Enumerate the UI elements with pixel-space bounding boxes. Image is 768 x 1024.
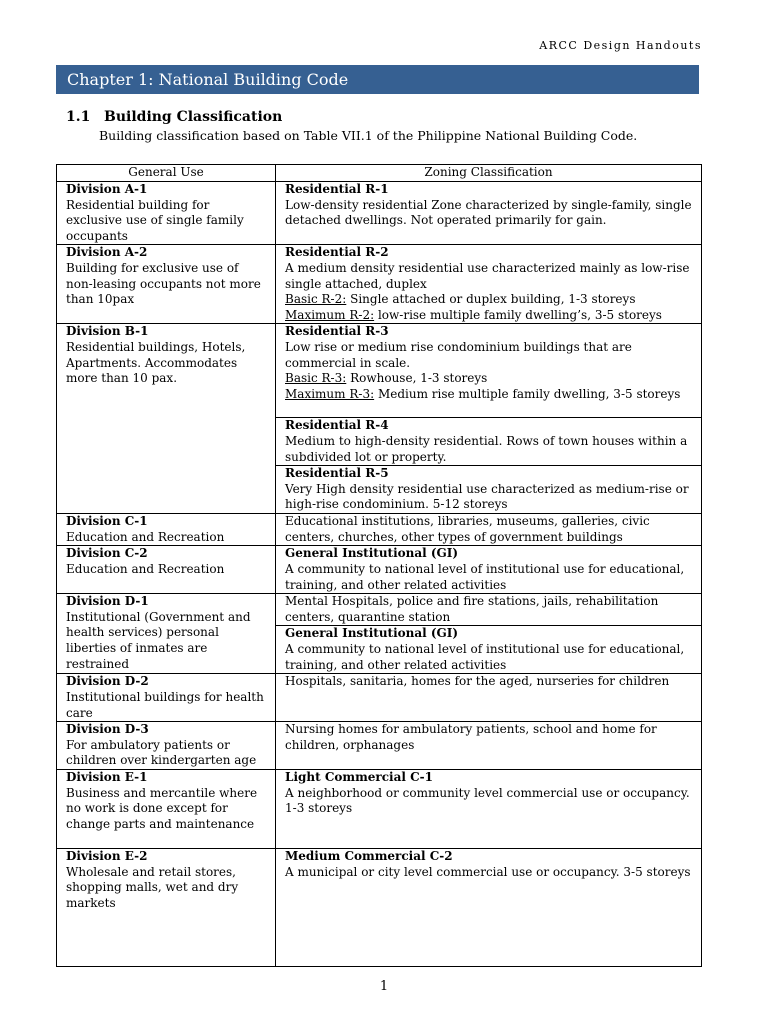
zoning-cell	[276, 245, 702, 324]
table-row	[57, 324, 702, 418]
header-zoning: Zoning Classification	[276, 165, 702, 182]
header-general-use: General Use	[57, 165, 276, 182]
zone-maximum-text: Medium rise multiple family dwelling, 3-5 storeys	[374, 386, 681, 401]
zone-maximum-text: low-rise multiple family dwelling’s, 3-5 storeys	[374, 307, 662, 322]
zone-basic-text: Rowhouse, 1-3 storeys	[346, 371, 488, 386]
zone-basic-text: Single attached or duplex building, 1-3 storeys	[346, 292, 636, 307]
division-description: Institutional (Government and health services) personal liberties of inmates are restrained	[66, 609, 251, 671]
division-title: Division A-1	[66, 182, 148, 196]
zoning-cell	[276, 418, 702, 466]
zoning-cell	[276, 770, 702, 849]
zone-title: Residential R-5	[285, 466, 389, 481]
classification-table	[56, 164, 702, 967]
division-title: Division D-1	[66, 594, 149, 609]
zone-description: Low rise or medium rise condominium buildings that are commercial in scale.	[285, 339, 632, 370]
general-use-cell	[57, 546, 276, 594]
division-title: Division E-1	[66, 770, 148, 785]
page-number: 1	[379, 979, 389, 994]
zone-maximum-line	[285, 387, 692, 403]
table-header-row	[57, 165, 702, 182]
zoning-cell	[276, 514, 702, 546]
zone-description: Hospitals, sanitaria, homes for the aged, nurseries for children	[285, 674, 670, 689]
zoning-cell	[276, 594, 702, 626]
general-use-cell	[57, 722, 276, 770]
zone-title: Residential R-2	[285, 245, 389, 260]
division-title: Division E-2	[66, 849, 148, 864]
zoning-cell	[276, 849, 702, 967]
zone-title: General Institutional (GI)	[285, 546, 459, 561]
division-title: Division C-1	[66, 514, 148, 529]
table-row	[57, 514, 702, 546]
zone-description: A municipal or city level commercial use or occupancy. 3-5 storeys	[285, 864, 691, 879]
division-description: Education and Recreation	[66, 529, 225, 544]
table-row	[57, 849, 702, 967]
general-use-cell	[57, 182, 276, 245]
zone-maximum-line	[285, 308, 692, 324]
division-description: Building for exclusive use of non-leasing occupants not more than 10pax	[66, 260, 261, 307]
division-title: Division D-3	[66, 722, 149, 737]
zoning-cell	[276, 674, 702, 722]
table-row	[57, 770, 702, 849]
division-title: Division D-2	[66, 674, 149, 689]
zoning-cell	[276, 546, 702, 594]
table-row	[57, 722, 702, 770]
division-description: Wholesale and retail stores, shopping malls, wet and dry markets	[66, 864, 239, 910]
zone-title: General Institutional (GI)	[285, 626, 459, 641]
zone-maximum-label: Maximum R-2:	[285, 307, 375, 322]
division-description: For ambulatory patients or children over kindergarten age	[66, 737, 257, 768]
zoning-cell	[276, 324, 702, 418]
table-row	[57, 594, 702, 626]
zone-description: A community to national level of institutional use for educational, training, and other related activities	[285, 561, 685, 592]
division-description: Residential buildings, Hotels, Apartments. Accommodates more than 10 pax.	[66, 339, 246, 386]
table-row	[57, 674, 702, 722]
zone-basic-line	[285, 371, 692, 387]
zone-description: A neighborhood or community level commercial use or occupancy. 1-3 storeys	[285, 785, 690, 816]
zoning-cell	[276, 466, 702, 514]
table-row	[57, 182, 702, 245]
zoning-cell	[276, 626, 702, 674]
table-row	[57, 546, 702, 594]
zone-description: Mental Hospitals, police and fire stations, jails, rehabilitation centers, quarantine station	[285, 594, 659, 624]
general-use-cell	[57, 594, 276, 674]
zone-maximum-label: Maximum R-3:	[285, 386, 375, 401]
general-use-cell	[57, 849, 276, 967]
header-note: ARCC Design Handouts	[539, 39, 702, 52]
zone-title: Residential R-1	[285, 182, 389, 196]
section-number: 1.1	[66, 109, 91, 125]
division-description: Residential building for exclusive use of single family occupants	[66, 197, 244, 243]
division-title: Division A-2	[66, 245, 148, 260]
division-title: Division C-2	[66, 546, 148, 561]
section-intro: Building classification based on Table VII.1 of the Philippine National Building Code.	[99, 128, 638, 143]
zone-description: A community to national level of institutional use for educational, training, and other related activities	[285, 641, 685, 672]
zone-description: Educational institutions, libraries, museums, galleries, civic centers, churches, other types of government buildings	[285, 514, 650, 544]
division-description: Institutional buildings for health care	[66, 689, 264, 720]
general-use-cell	[57, 514, 276, 546]
division-title: Division B-1	[66, 324, 149, 339]
chapter-title: Chapter 1: National Building Code	[56, 65, 699, 94]
zone-title: Light Commercial C-1	[285, 770, 433, 785]
zone-description: Nursing homes for ambulatory patients, school and home for children, orphanages	[285, 722, 657, 752]
zone-basic-label: Basic R-2:	[285, 292, 347, 307]
zone-title: Medium Commercial C-2	[285, 849, 453, 864]
zone-description: Very High density residential use characterized as medium-rise or high-rise condominium. 5-12 storeys	[285, 481, 689, 512]
general-use-cell	[57, 245, 276, 324]
zone-basic-label: Basic R-3:	[285, 371, 347, 386]
zone-title: Residential R-4	[285, 418, 389, 433]
division-description: Education and Recreation	[66, 561, 225, 576]
zone-basic-line	[285, 292, 692, 308]
zoning-cell	[276, 182, 702, 245]
division-description: Business and mercantile where no work is done except for change parts and maintenance	[66, 785, 258, 831]
general-use-cell	[57, 770, 276, 849]
general-use-cell	[57, 324, 276, 514]
zoning-cell	[276, 722, 702, 770]
zone-title: Residential R-3	[285, 324, 389, 339]
general-use-cell	[57, 674, 276, 722]
section-title: Building Classification	[104, 109, 283, 125]
zone-description: Low-density residential Zone characterized by single-family, single detached dwellings. Not operated primarily for gain.	[285, 197, 692, 228]
zone-description: A medium density residential use characterized mainly as low-rise single attached, duplex	[285, 260, 690, 291]
zone-description: Medium to high-density residential. Rows of town houses within a subdivided lot or property.	[285, 433, 688, 464]
table-row	[57, 245, 702, 324]
